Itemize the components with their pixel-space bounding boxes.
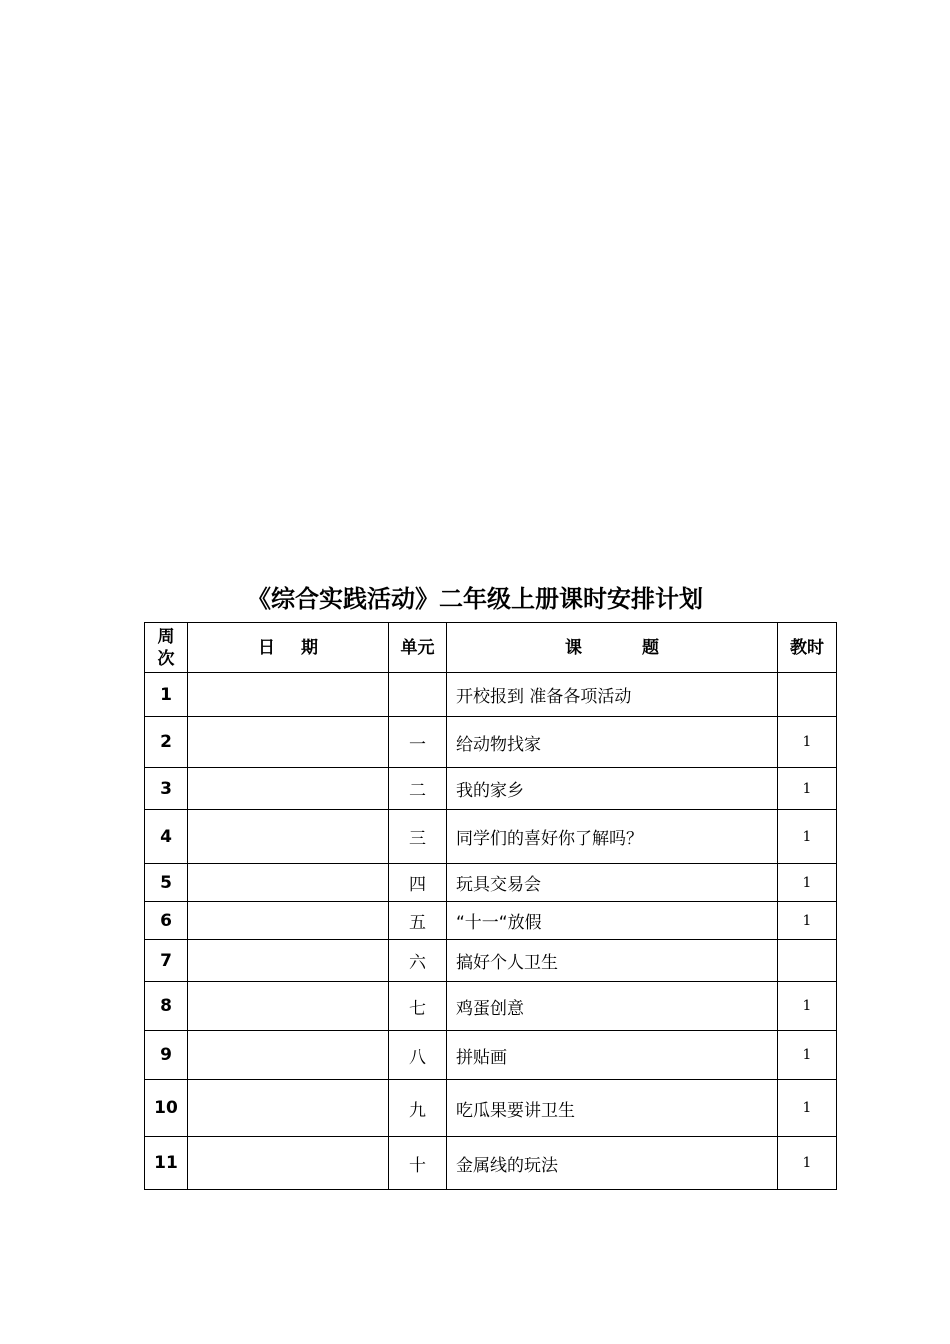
date-cell	[188, 864, 389, 902]
date-cell	[188, 1031, 389, 1080]
hours-cell: 1	[778, 717, 837, 768]
header-week	[145, 623, 188, 673]
week-cell: 7	[145, 940, 188, 982]
header-topic-char1: 课	[565, 637, 582, 658]
table-row	[145, 864, 837, 902]
table-row	[145, 810, 837, 864]
table-row	[145, 1080, 837, 1137]
table-row	[145, 982, 837, 1031]
week-cell: 10	[145, 1080, 188, 1137]
week-cell: 6	[145, 902, 188, 940]
hours-cell: 1	[778, 902, 837, 940]
topic-cell: “十一“放假	[447, 902, 778, 940]
unit-cell: 一	[389, 717, 447, 768]
date-cell	[188, 1137, 389, 1190]
topic-cell: 同学们的喜好你了解吗？	[447, 810, 778, 864]
hours-cell	[778, 673, 837, 717]
date-cell	[188, 982, 389, 1031]
hours-cell	[778, 940, 837, 982]
header-date-char1: 日	[258, 637, 275, 658]
document-title: 《综合实践活动》二年级上册课时安排计划	[247, 585, 703, 613]
hours-cell: 1	[778, 768, 837, 810]
unit-cell: 四	[389, 864, 447, 902]
schedule-table	[144, 622, 837, 1190]
header-date	[188, 623, 389, 673]
hours-cell: 1	[778, 810, 837, 864]
unit-cell: 五	[389, 902, 447, 940]
hours-cell: 1	[778, 864, 837, 902]
week-cell: 3	[145, 768, 188, 810]
unit-cell: 九	[389, 1080, 447, 1137]
header-hours: 教时	[778, 623, 837, 673]
unit-cell: 八	[389, 1031, 447, 1080]
week-cell: 1	[145, 673, 188, 717]
header-date-char2: 期	[301, 637, 318, 658]
topic-cell: 玩具交易会	[447, 864, 778, 902]
date-cell	[188, 810, 389, 864]
header-unit: 单元	[389, 623, 447, 673]
unit-cell: 十	[389, 1137, 447, 1190]
table-row	[145, 902, 837, 940]
header-topic-char2: 题	[642, 637, 659, 658]
table-row	[145, 940, 837, 982]
header-topic	[447, 623, 778, 673]
unit-cell	[389, 673, 447, 717]
date-cell	[188, 768, 389, 810]
table-row	[145, 1137, 837, 1190]
hours-cell: 1	[778, 982, 837, 1031]
date-cell	[188, 1080, 389, 1137]
week-cell: 2	[145, 717, 188, 768]
topic-cell: 拼贴画	[447, 1031, 778, 1080]
hours-cell: 1	[778, 1080, 837, 1137]
hours-cell: 1	[778, 1137, 837, 1190]
hours-cell: 1	[778, 1031, 837, 1080]
table-row	[145, 1031, 837, 1080]
topic-cell: 给动物找家	[447, 717, 778, 768]
date-cell	[188, 717, 389, 768]
week-cell: 5	[145, 864, 188, 902]
table-header-row	[145, 623, 837, 673]
topic-cell: 金属线的玩法	[447, 1137, 778, 1190]
week-cell: 11	[145, 1137, 188, 1190]
topic-cell: 鸡蛋创意	[447, 982, 778, 1031]
table-row	[145, 673, 837, 717]
topic-cell: 搞好个人卫生	[447, 940, 778, 982]
unit-cell: 六	[389, 940, 447, 982]
week-cell: 8	[145, 982, 188, 1031]
topic-cell: 我的家乡	[447, 768, 778, 810]
topic-cell: 开校报到 准备各项活动	[447, 673, 778, 717]
date-cell	[188, 940, 389, 982]
table-row	[145, 717, 837, 768]
week-cell: 9	[145, 1031, 188, 1080]
header-week-line1: 周	[157, 626, 175, 647]
date-cell	[188, 902, 389, 940]
unit-cell: 二	[389, 768, 447, 810]
topic-cell: 吃瓜果要讲卫生	[447, 1080, 778, 1137]
unit-cell: 七	[389, 982, 447, 1031]
date-cell	[188, 673, 389, 717]
week-cell: 4	[145, 810, 188, 864]
unit-cell: 三	[389, 810, 447, 864]
header-week-line2: 次	[157, 648, 175, 669]
table-row	[145, 768, 837, 810]
